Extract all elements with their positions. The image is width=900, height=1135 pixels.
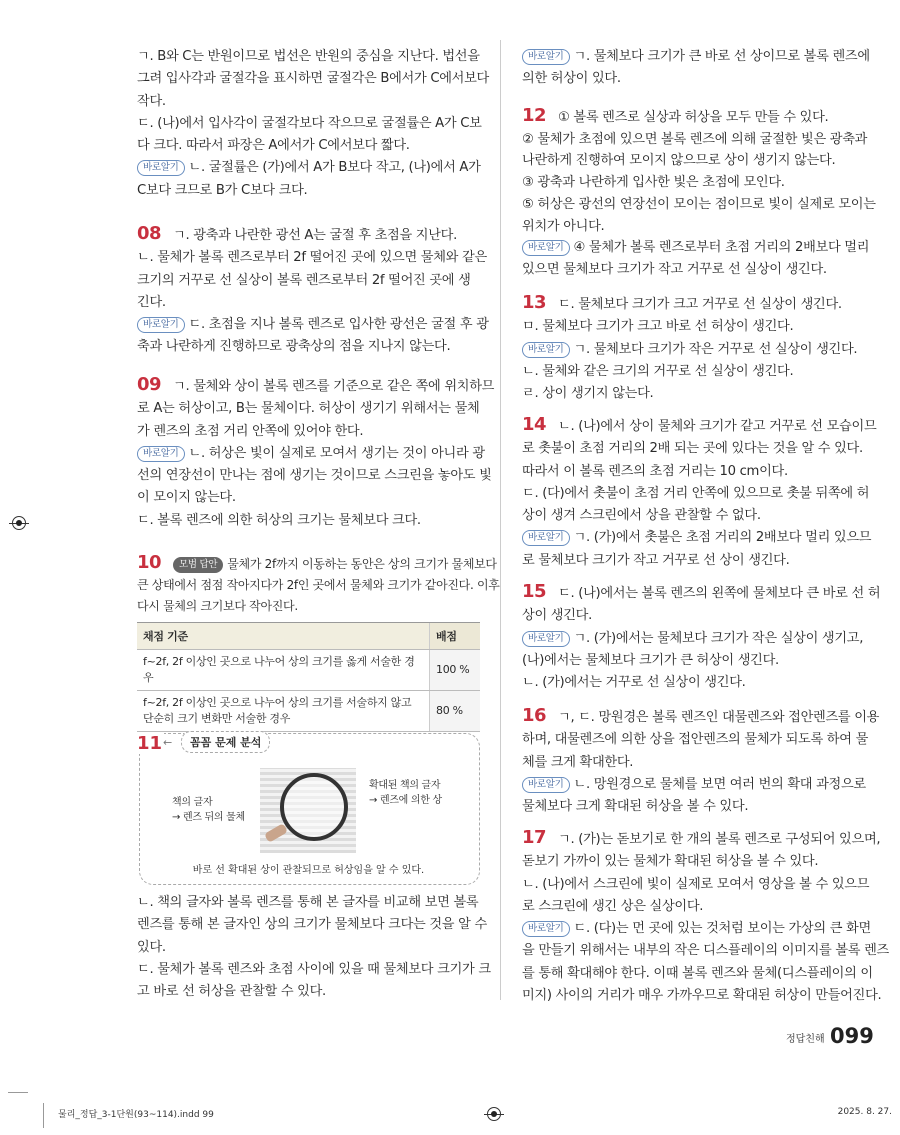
- table-header-row: [137, 623, 480, 650]
- question-number: 17: [522, 827, 547, 848]
- question-number: 08: [137, 223, 162, 244]
- answer-line: [522, 874, 870, 896]
- line-text: 로 A는 허상이고, B는 물체이다. 허상이 생기기 위해서는 물체: [137, 401, 480, 417]
- line-text: 돋보기 가까이 있는 물체가 확대된 허상을 볼 수 있다.: [522, 854, 819, 870]
- answer-section-s17: [522, 827, 889, 1007]
- line-text: 그려 입사각과 굴절각을 표시하면 굴절각은 B에서가 C에서보다: [137, 71, 489, 87]
- answer-line: [522, 985, 882, 1007]
- answer-section-s07: [137, 46, 489, 202]
- line-text: ㄱ. 물체보다 크기가 큰 바로 선 상이므로 볼록 렌즈에: [573, 49, 870, 64]
- answer-line: [522, 896, 867, 918]
- line-text: ㄴ. 허상은 빛이 실제로 모여서 생기는 것이 아니라 광: [188, 445, 485, 461]
- line-text: (나)에서는 물체보다 크기가 큰 허상이 생긴다.: [522, 652, 779, 668]
- answer-line: [522, 605, 867, 627]
- line-text: ㄷ. 물체가 볼록 렌즈와 초점 사이에 있을 때 물체보다 크기가 크: [137, 961, 491, 977]
- file-name: 물리_정답_3-1단원(93~114).indd 99: [58, 1110, 214, 1120]
- line-text: ㄱ. (가)에서 촛불은 초점 거리의 2배보다 멀리 있으므: [573, 530, 872, 546]
- registration-mark-icon: [12, 516, 26, 530]
- score-cell: 100 %: [430, 650, 481, 691]
- right-label-line: 확대된 책의 글자: [369, 780, 441, 791]
- answer-line: [522, 752, 867, 774]
- answer-line: [522, 550, 867, 572]
- question-number: 11: [137, 733, 163, 754]
- line-text: ㄴ. 망원경으로 물체를 보면 여러 번의 확대 과정으로: [573, 776, 866, 792]
- answer-line: [137, 113, 482, 135]
- answer-line: [137, 135, 482, 157]
- answer-line: [137, 596, 482, 617]
- answer-section-s15: [522, 581, 881, 694]
- line-text: ㄱ. 물체와 상이 볼록 렌즈를 기준으로 같은 쪽에 위치하므: [173, 379, 495, 394]
- line-text: 있다.: [137, 939, 166, 955]
- magnifying-lens-image: [280, 773, 348, 841]
- line-text: 를 통해 확대해야 한다. 이때 볼록 렌즈와 물체(디스플레이의 이: [522, 965, 873, 981]
- answer-line: [522, 918, 871, 940]
- answer-line: [522, 172, 867, 194]
- line-text: ㄷ. 초점을 지나 볼록 렌즈로 입사한 광선은 굴절 후 광: [188, 317, 489, 333]
- answer-section-s13: [522, 292, 867, 405]
- left-label: [172, 795, 245, 825]
- line-text: 상이 생겨 스크린에서 상을 관찰할 수 없다.: [522, 508, 761, 524]
- answer-line: [137, 374, 495, 398]
- answer-line: [137, 68, 489, 90]
- line-text: 나란하게 진행하여 모이지 않으므로 상이 생기지 않는다.: [522, 153, 836, 169]
- question-number: 14: [522, 414, 547, 435]
- grading-table: [137, 622, 480, 732]
- answer-line: [522, 414, 877, 438]
- line-text: ㄷ. 볼록 렌즈에 의한 허상의 크기는 물체보다 크다.: [137, 512, 421, 528]
- line-text: ㄱ. (가)에서는 물체보다 크기가 작은 실상이 생기고,: [573, 630, 864, 646]
- line-text: ㄹ. 상이 생기지 않는다.: [522, 386, 654, 402]
- line-text: C보다 크므로 B가 C보다 크다.: [137, 182, 308, 198]
- correction-badge: 바로알기: [137, 446, 185, 462]
- answer-line: [137, 465, 492, 487]
- answer-section-s14: [522, 414, 877, 572]
- answer-line: [137, 247, 487, 269]
- line-text: 렌즈를 통해 본 글자인 상의 크기가 물체보다 크다는 것을 알 수: [137, 917, 487, 933]
- answer-line: [522, 216, 867, 238]
- line-text: 하며, 대물렌즈에 의한 상을 접안렌즈의 물체가 되도록 하여 물: [522, 732, 869, 748]
- answer-line: [522, 316, 867, 338]
- line-text: 위치가 아니다.: [522, 218, 605, 234]
- line-text: 선의 연장선이 만나는 점에 생기는 것이므로 스크린을 놓아도 빛: [137, 468, 492, 484]
- answer-line: [137, 510, 482, 532]
- line-text: ④ 물체가 볼록 렌즈로부터 초점 거리의 2배보다 멀리: [573, 240, 870, 256]
- answer-line: [522, 383, 867, 405]
- line-text: ㄴ. (가)에서는 거꾸로 선 실상이 생긴다.: [522, 675, 746, 691]
- answer-line: [522, 672, 867, 694]
- line-text: ① 볼록 렌즈로 실상과 허상을 모두 만들 수 있다.: [558, 110, 829, 125]
- model-answer-badge: 모범 답안: [173, 557, 223, 573]
- answer-line: [137, 914, 487, 936]
- question-number: 09: [137, 374, 162, 395]
- line-text: 로 촛불이 초점 거리의 2배 되는 곳에 있다는 것을 알 수 있다.: [522, 441, 863, 457]
- answer-line: [522, 461, 867, 483]
- correction-badge: 바로알기: [137, 317, 185, 333]
- answer-line: [137, 270, 482, 292]
- answer-line: [137, 487, 482, 509]
- answer-line: [522, 194, 876, 216]
- line-text: 을 만들기 위해서는 내부의 작은 디스플레이의 이미지를 볼록 렌즈: [522, 943, 889, 959]
- line-text: ③ 광축과 나란하게 입사한 빛은 초점에 모인다.: [522, 175, 785, 191]
- line-text: ㄴ. 물체와 같은 크기의 거꾸로 선 실상이 생긴다.: [522, 363, 794, 379]
- answer-line: [137, 421, 482, 443]
- line-text: ㄴ. (나)에서 스크린에 빛이 실제로 모여서 영상을 볼 수 있으므: [522, 876, 870, 892]
- correction-badge: 바로알기: [522, 49, 570, 65]
- correction-badge: 바로알기: [522, 240, 570, 256]
- answer-section-r0: [522, 46, 870, 91]
- answer-line: [137, 959, 491, 981]
- question-number: 10: [137, 552, 162, 573]
- answer-line: [522, 940, 889, 962]
- answer-line: [522, 68, 867, 90]
- answer-line: [137, 157, 482, 179]
- answer-section-s10: [137, 552, 500, 617]
- answer-line: [522, 339, 867, 361]
- answer-section-s16: [522, 705, 880, 818]
- answer-line: [137, 981, 482, 1003]
- line-text: 상이 생긴다.: [522, 608, 592, 624]
- answer-line: [522, 505, 867, 527]
- table-row: [137, 650, 480, 691]
- left-label-line: → 렌즈 뒤의 물체: [172, 812, 245, 823]
- line-text: 긴다.: [137, 294, 166, 310]
- line-text: 고 바로 선 허상을 관찰할 수 있다.: [137, 984, 326, 1000]
- correction-badge: 바로알기: [522, 530, 570, 546]
- answer-line: [522, 796, 867, 818]
- answer-line: [137, 314, 489, 336]
- answer-line: [137, 575, 500, 596]
- line-text: 다시 물체의 크기보다 작아진다.: [137, 599, 298, 613]
- answer-section-s11b: [137, 892, 491, 1003]
- line-text: ㄷ. (나)에서는 볼록 렌즈의 왼쪽에 물체보다 큰 바로 선 허: [558, 586, 881, 601]
- table-row: [137, 691, 480, 732]
- answer-line: [522, 527, 872, 549]
- line-text: ㅁ. 물체보다 크기가 크고 바로 선 허상이 생긴다.: [522, 319, 794, 335]
- answer-line: [137, 892, 482, 914]
- line-text: 의한 허상이 있다.: [522, 71, 621, 87]
- line-text: ㄱ, ㄷ. 망원경은 볼록 렌즈인 대물렌즈와 접안렌즈를 이용: [558, 710, 880, 725]
- criteria-cell: f~2f, 2f 이상인 곳으로 나누어 상의 크기를 서술하지 않고 단순히 크기 변화만 서술한 경우: [137, 691, 430, 732]
- answer-line: [137, 937, 482, 959]
- correction-badge: 바로알기: [522, 921, 570, 937]
- answer-line: [522, 150, 867, 172]
- line-text: ㄷ. (다)에서 촛불이 초점 거리 안쪽에 있으므로 촛불 뒤쪽에 허: [522, 485, 870, 501]
- column-divider: [500, 40, 501, 1000]
- box-title: 꼼꼼 문제 분석: [181, 731, 270, 753]
- answer-line: [522, 628, 867, 650]
- answer-line: [137, 443, 485, 465]
- correction-badge: 바로알기: [137, 160, 185, 176]
- box-caption: 바로 선 확대된 상이 관찰되므로 허상임을 알 수 있다.: [192, 865, 425, 876]
- answer-line: [522, 361, 867, 383]
- answer-line: [522, 46, 870, 68]
- line-text: 있으면 물체보다 크기가 작고 거꾸로 선 실상이 생긴다.: [522, 261, 827, 277]
- answer-line: [137, 91, 482, 113]
- line-text: ② 물체가 초점에 있으면 볼록 렌즈에 의해 굴절한 빛은 광축과: [522, 131, 868, 147]
- crop-mark: [43, 1103, 44, 1128]
- header-score: 배점: [430, 623, 481, 650]
- answer-line: [137, 46, 482, 68]
- answer-section-s09: [137, 374, 495, 532]
- line-text: 작다.: [137, 93, 166, 109]
- arrow-icon: ←: [163, 736, 173, 749]
- line-text: 다 크다. 따라서 파장은 A에서가 C에서보다 짧다.: [137, 138, 410, 154]
- line-text: ㄴ. 책의 글자와 볼록 렌즈를 통해 본 글자를 비교해 보면 볼록: [137, 895, 479, 910]
- answer-line: [522, 259, 867, 281]
- line-text: 크기의 거꾸로 선 실상이 볼록 렌즈로부터 2f 떨어진 곳에 생: [137, 272, 471, 288]
- left-label-line: 책의 글자: [172, 797, 213, 808]
- answer-line: [522, 827, 881, 851]
- right-label-line: → 렌즈에 의한 상: [369, 795, 442, 806]
- line-text: 물체보다 크게 확대된 허상을 볼 수 있다.: [522, 799, 749, 815]
- answer-line: [522, 774, 867, 796]
- registration-mark-icon: [487, 1107, 501, 1121]
- answer-line: [137, 180, 482, 202]
- print-date: 2025. 8. 27.: [837, 1107, 892, 1117]
- line-text: ㄴ. (나)에서 상이 물체와 크기가 같고 거꾸로 선 모습이므: [558, 419, 877, 434]
- line-text: 큰 상태에서 점점 작아지다가 2f인 곳에서 물체와 크기가 같아진다. 이후: [137, 578, 500, 592]
- answer-section-s12: [522, 105, 876, 281]
- criteria-cell: f~2f, 2f 이상인 곳으로 나누어 상의 크기를 옳게 서술한 경우: [137, 650, 430, 691]
- line-text: ㄱ. 물체보다 크기가 작은 거꾸로 선 실상이 생긴다.: [573, 341, 858, 357]
- answer-line: [522, 963, 873, 985]
- answer-line: [137, 398, 482, 420]
- question-number: 12: [522, 105, 547, 126]
- line-text: 물체가 2f까지 이동하는 동안은 상의 크기가 물체보다: [227, 557, 497, 571]
- answer-line: [522, 237, 870, 259]
- answer-line: [522, 851, 867, 873]
- line-text: ㄴ. 굴절률은 (가)에서 A가 B보다 작고, (나)에서 A가: [188, 160, 481, 176]
- answer-line: [522, 129, 867, 151]
- answer-line: [522, 483, 870, 505]
- right-label: [369, 778, 442, 808]
- line-text: 가 렌즈의 초점 거리 안쪽에 있어야 한다.: [137, 423, 364, 439]
- line-text: ㄷ. 물체보다 크기가 크고 거꾸로 선 실상이 생긴다.: [558, 297, 842, 312]
- line-text: 로 스크린에 생긴 상은 실상이다.: [522, 898, 704, 914]
- answer-line: [522, 438, 867, 460]
- line-text: ㄱ. B와 C는 반원이므로 법선은 반원의 중심을 지난다. 법선을: [137, 49, 480, 64]
- answer-line: [522, 650, 867, 672]
- answer-line: [522, 581, 881, 605]
- answer-line: [522, 705, 880, 729]
- footer-section-label: 정답친해: [786, 1034, 825, 1045]
- correction-badge: 바로알기: [522, 631, 570, 647]
- answer-line: [137, 336, 482, 358]
- line-text: 따라서 이 볼록 렌즈의 초점 거리는 10 cm이다.: [522, 463, 788, 479]
- correction-badge: 바로알기: [522, 777, 570, 793]
- answer-line: [137, 552, 497, 575]
- answer-line: [522, 729, 867, 751]
- answer-line: [522, 105, 867, 129]
- line-text: ㄱ. 광축과 나란한 광선 A는 굴절 후 초점을 지난다.: [173, 228, 457, 243]
- correction-badge: 바로알기: [522, 342, 570, 358]
- question-number: 13: [522, 292, 547, 313]
- line-text: 축과 나란하게 진행하므로 광축상의 점을 지나지 않는다.: [137, 339, 451, 355]
- question-number: 16: [522, 705, 547, 726]
- line-text: 로 물체보다 크기가 작고 거꾸로 선 상이 생긴다.: [522, 552, 790, 568]
- line-text: ㄷ. (다)는 먼 곳에 있는 것처럼 보이는 가상의 큰 화면: [573, 921, 871, 937]
- analysis-box: [137, 733, 480, 885]
- line-text: 미지) 사이의 거리가 매우 가까우므로 확대된 허상이 만들어진다.: [522, 988, 882, 1004]
- line-text: ㄴ. 물체가 볼록 렌즈로부터 2f 떨어진 곳에 있으면 물체와 같은: [137, 250, 487, 266]
- line-text: 체를 크게 확대한다.: [522, 754, 634, 770]
- line-text: ⑤ 허상은 광선의 연장선이 모이는 점이므로 빛이 실제로 모이는: [522, 196, 876, 212]
- line-text: 이 모이지 않는다.: [137, 490, 236, 506]
- header-criteria: 채점 기준: [137, 623, 430, 650]
- answer-line: [137, 292, 482, 314]
- answer-line: [522, 292, 867, 316]
- answer-section-s08: [137, 223, 489, 359]
- line-text: ㄷ. (나)에서 입사각이 굴절각보다 작으므로 굴절률은 A가 C보: [137, 115, 482, 131]
- crop-mark: [8, 1092, 28, 1093]
- question-number: 15: [522, 581, 547, 602]
- score-cell: 80 %: [430, 691, 481, 732]
- page-number: 099: [830, 1024, 874, 1048]
- answer-line: [137, 223, 482, 247]
- line-text: ㄱ. (가)는 돋보기로 한 개의 볼록 렌즈로 구성되어 있으며,: [558, 832, 881, 847]
